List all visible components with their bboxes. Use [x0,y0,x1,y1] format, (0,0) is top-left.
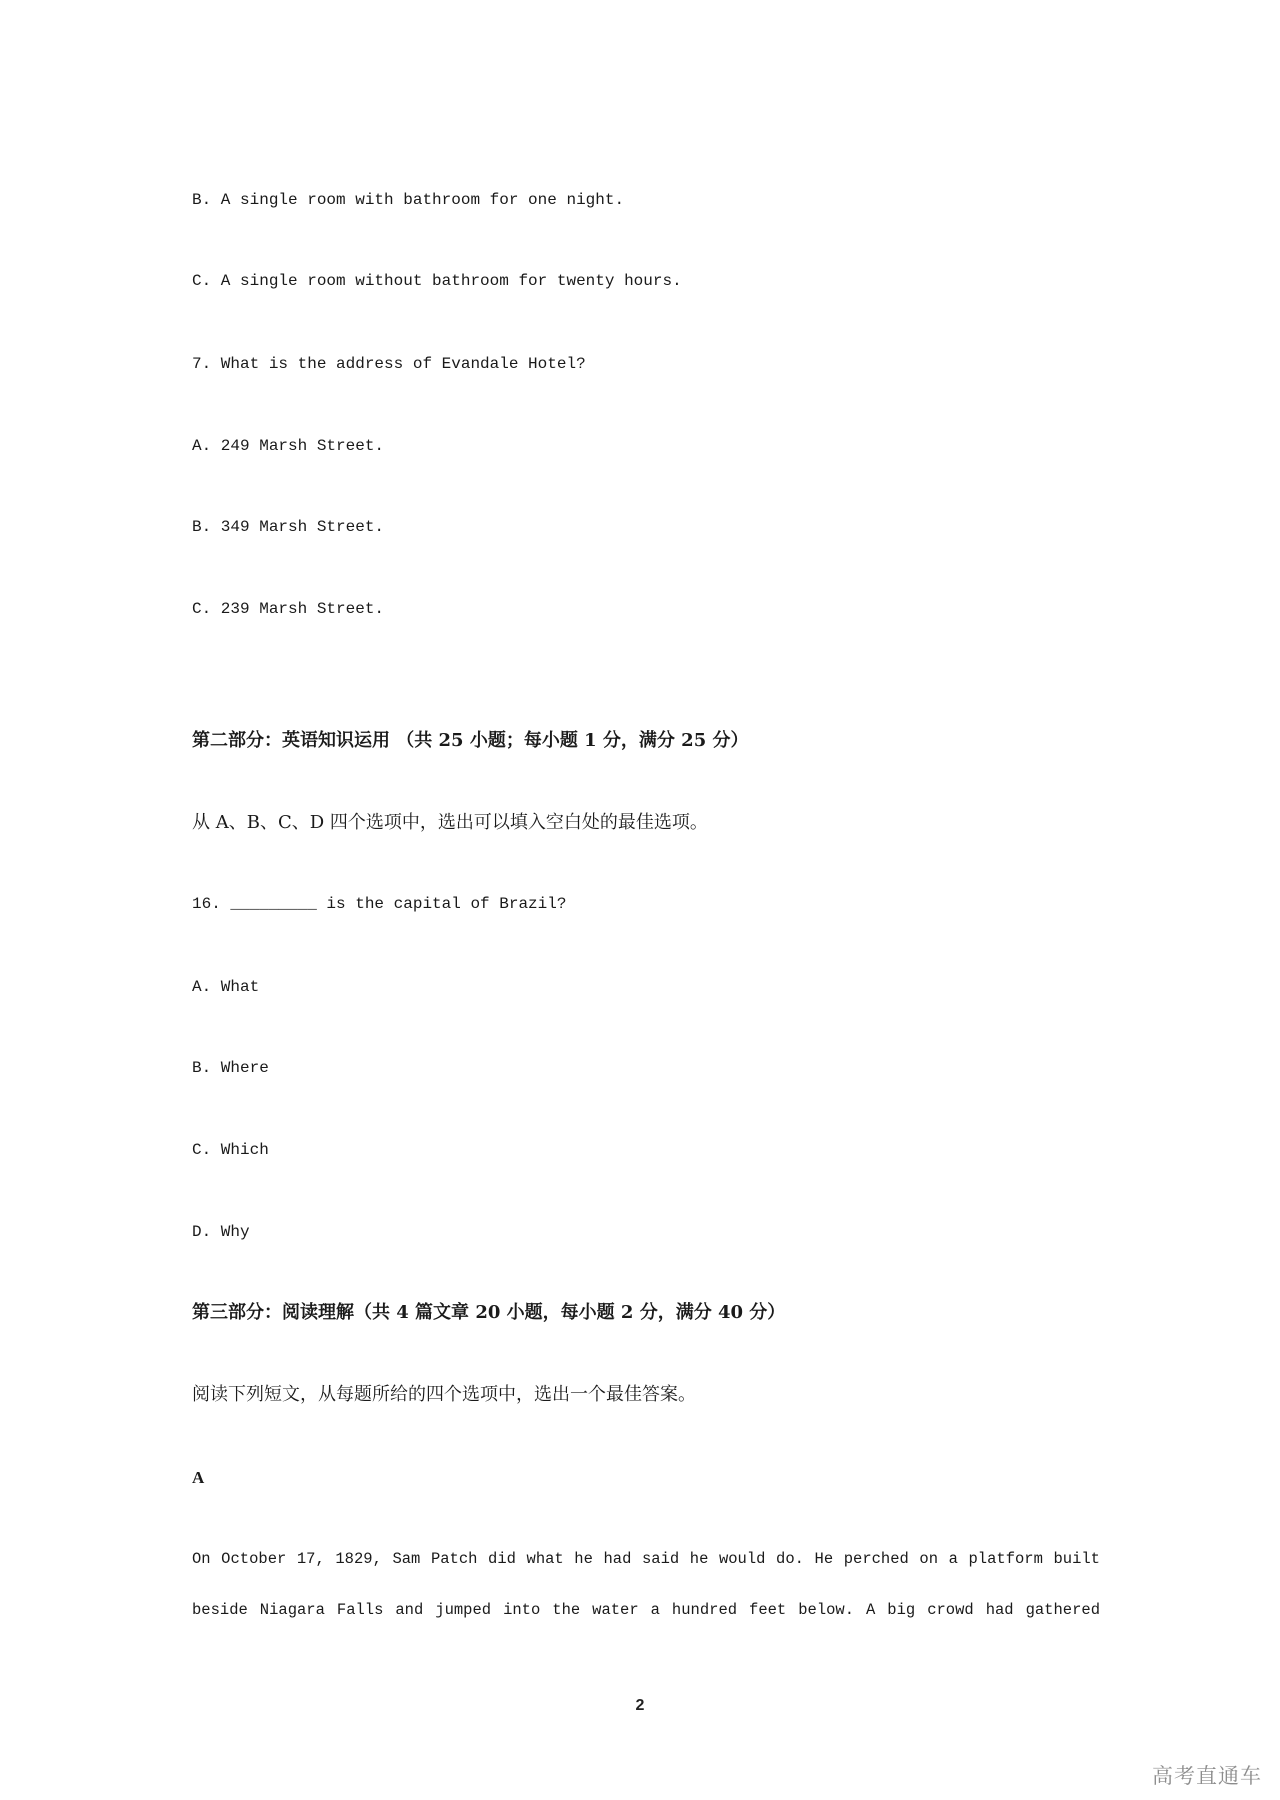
part2-instruction: 从 A、B、C、D 四个选项中，选出可以填入空白处的最佳选项。 [192,812,708,833]
watermark: 高考直通车 [1152,1764,1262,1788]
q7-option-a: A. 249 Marsh Street. [192,437,385,455]
q16-stem: 16. _________ is the capital of Brazil? [192,895,567,913]
page-number: 2 [635,1697,645,1714]
part2-heading: 第二部分：英语知识运用 （共 25 小题；每小题 1 分，满分 25 分） [192,730,749,751]
q7-option-c: C. 239 Marsh Street. [192,600,385,618]
q6-option-c: C. A single room without bathroom for twenty hours. [192,272,682,290]
q16-option-a: A. What [192,978,260,996]
q7-stem: 7. What is the address of Evandale Hotel? [192,355,586,373]
passage-line: On October 17, 1829, Sam Patch did what he had said he would do. He perched on a platform built [192,1550,1100,1568]
part3-heading: 第三部分：阅读理解（共 4 篇文章 20 小题，每小题 2 分，满分 40 分） [192,1302,786,1323]
q16-option-b: B. Where [192,1059,269,1077]
part3-instruction: 阅读下列短文，从每题所给的四个选项中，选出一个最佳答案。 [192,1384,696,1405]
q7-option-b: B. 349 Marsh Street. [192,518,385,536]
q16-option-d: D. Why [192,1223,250,1241]
passage-line: beside Niagara Falls and jumped into the water a hundred feet below. A big crowd had gathered [192,1601,1100,1619]
passage-label: A [192,1468,205,1487]
q6-option-b: B. A single room with bathroom for one night. [192,191,625,209]
q16-option-c: C. Which [192,1141,269,1159]
